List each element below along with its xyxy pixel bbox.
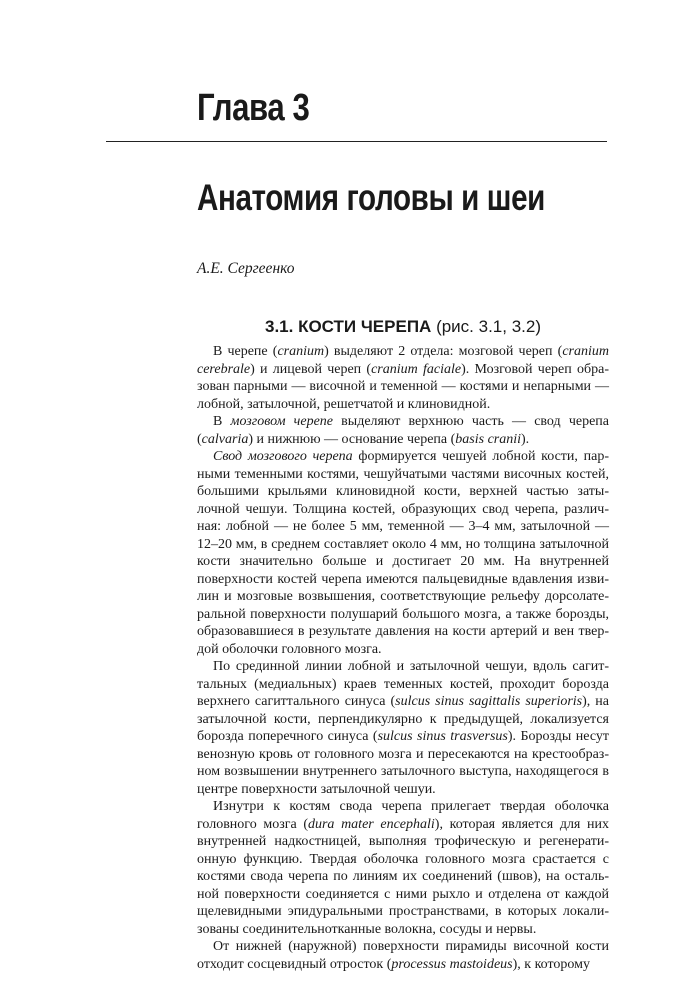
- text-run: ), на затылочной кости, перпендикулярно к предыдущей, локализуется борозда поперечного синуса (: [197, 694, 610, 744]
- italic-term: sulcus sinus trasversus: [377, 729, 508, 744]
- paragraph: [197, 413, 609, 448]
- italic-term: basis cranii: [455, 431, 522, 447]
- text-run: ) выделяют 2 отдела: мозговой череп (: [324, 344, 563, 359]
- text-run: ), которая является для них внутренней надкостницей, выполняя трофическую и регенератионную функцию. Твердая оболочка головного мозга срастается с костями свода черепа по линиям их соединений (швов), на остальной поверхности соединяется с ними рыхло и отделена от каждой щелевидными эпидуральными пространствами, в которых локализованы соединительнотканные волокна, сосуды и нервы.: [197, 816, 609, 937]
- paragraph: [197, 343, 609, 413]
- text-run: Изнутри к костям свода черепа прилегает твердая оболочка головного мозга (: [197, 799, 609, 832]
- chapter-title: Анатомия головы и шеи: [197, 177, 545, 218]
- italic-term: Свод мозгового черепа: [213, 449, 353, 464]
- section-title: 3.1. КОСТИ ЧЕРЕПА: [265, 317, 432, 336]
- paragraph: [197, 448, 609, 658]
- paragraph: [197, 938, 609, 973]
- text-run: ) и лицевой череп (: [250, 361, 372, 377]
- text-run: формируется чешуей лобной кости, парными теменными костями, чешуйчатыми частями височных костей, большими крыльями клиновидной кости, верхней частью затылочной чешуи. Толщина костей, образующих свод черепа, различная: лобной — не более 5 мм, теменной — 3–4 мм, затылочной — 12–20 мм, в среднем составляет около 4 мм, но толщина затылочной кости значительно больше и достигает 20 мм. На внутренней поверхности костей черепа имеются пальцевидные вдавления извилин и мозговые возвышения, соответствующие рельефу дорсолатеральной поверхности полушарий большого мозга, а также борозды, образовавшиеся в результате давления на кости артерий и вен твердой оболочки головного мозга.: [197, 449, 610, 657]
- paragraph: [197, 658, 609, 798]
- italic-term: cranium: [277, 344, 325, 359]
- body-text: [197, 343, 609, 973]
- section-heading: [197, 316, 609, 338]
- text-run: В: [213, 414, 231, 429]
- text-run: ), к которому: [512, 956, 591, 972]
- text-run: ). Борозды несут венозную кровь от головного мозга и пересекаются на крестообразном возвышении внутреннего затылочного выступа, находящегося в центре поверхности затылочной чешуи.: [197, 729, 609, 797]
- text-run: В черепе (: [213, 344, 278, 359]
- chapter-divider: [106, 141, 607, 142]
- text-run: ). Мозговой череп образован парными — височной и теменной — костями и непарными — лобной, затылочной, решетчатой и клиновидной.: [197, 361, 609, 412]
- text-run: ).: [521, 431, 530, 447]
- text-run: ) и нижнюю — основание черепа (: [248, 431, 456, 447]
- text-run: выделяют верхнюю часть — свод черепа (: [197, 414, 609, 447]
- italic-term: sulcus sinus sagittalis superioris: [395, 694, 583, 709]
- chapter-label: Глава 3: [197, 87, 310, 129]
- paragraph: [197, 798, 609, 938]
- text-run: От нижней (наружной) поверхности пирамиды височной кости отходит сосцевидный отросток (: [197, 939, 609, 972]
- text-run: По срединной линии лобной и затылочной чешуи, вдоль сагиттальных (медиальных) краев теменных костей, проходит борозда верхнего сагиттального синуса (: [197, 659, 609, 709]
- italic-term: calvaria: [201, 431, 249, 447]
- italic-term: cranium cerebrale: [197, 344, 609, 377]
- section-figure-reference: (рис. 3.1, 3.2): [436, 317, 541, 336]
- italic-term: processus mastoideus: [391, 956, 513, 972]
- italic-term: cranium faciale: [371, 361, 462, 377]
- italic-term: dura mater encephali: [307, 816, 435, 832]
- author-name: А.Е. Сергеенко: [197, 260, 295, 277]
- italic-term: мозговом черепе: [230, 414, 333, 429]
